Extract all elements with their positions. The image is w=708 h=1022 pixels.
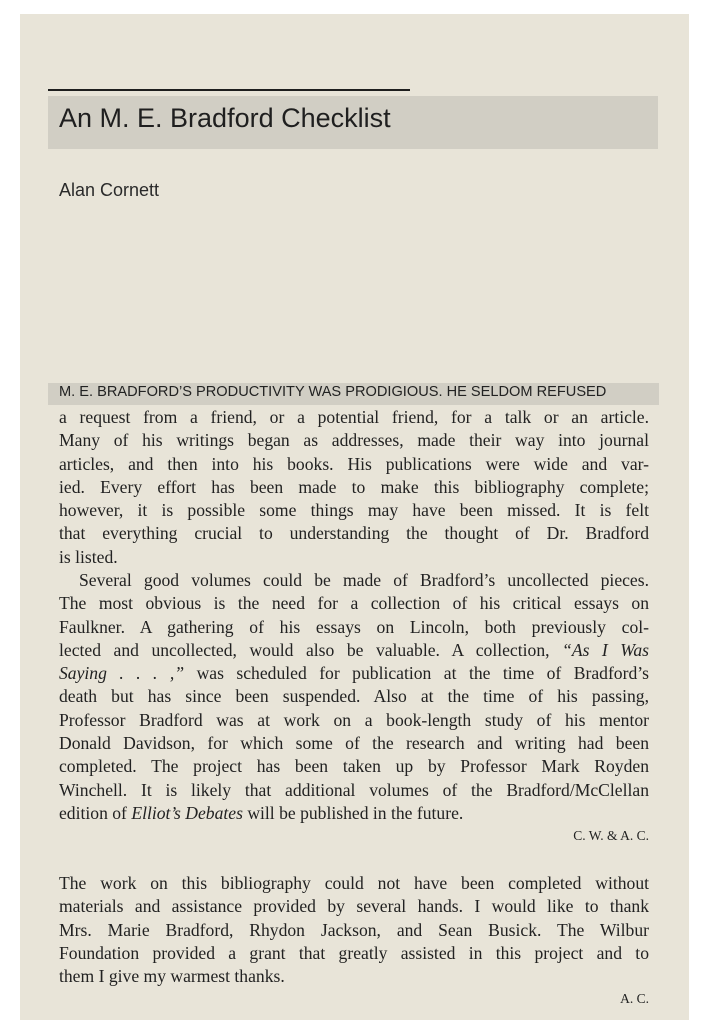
text-run: edition of — [59, 802, 132, 823]
text-run: was scheduled for publication at the time of Bradford’s — [184, 663, 649, 684]
text-line: Donald Davidson, for which some of the research and writing had been — [59, 733, 649, 754]
text-run: will be published in the future. — [242, 802, 464, 823]
text-line: The work on this bibliography could not have been completed without — [59, 873, 649, 893]
text-line: completed. The project has been taken up by Professor Mark Royden — [59, 756, 649, 777]
signature-initials: A. C. — [620, 991, 649, 1006]
paragraph-1 — [59, 406, 649, 569]
paragraph-3 — [59, 872, 649, 988]
book-title-italic: “As I Was — [562, 639, 649, 660]
text-line: death but has since been suspended. Also at the time of his passing, — [59, 686, 649, 707]
text-line: Many of his writings began as addresses, made their way into journal — [59, 430, 649, 451]
text-line: a request from a friend, or a potential friend, for a talk or an article. — [59, 407, 649, 427]
book-title-italic: Saying . . . ,” — [59, 663, 185, 684]
text-line: The most obvious is the need for a collection of his critical essays on — [59, 593, 649, 614]
text-line: materials and assistance provided by several hands. I would like to thank — [59, 896, 649, 917]
author-name: Alan Cornett — [59, 180, 160, 200]
text-line — [59, 802, 649, 825]
journal-page — [20, 14, 689, 1020]
signature-initials: C. W. & A. C. — [573, 828, 649, 843]
text-line: that everything crucial to understanding the thought of Dr. Bradford — [59, 523, 649, 544]
text-line — [59, 662, 649, 685]
text-line: Foundation provided a grant that greatly assisted in this project and to — [59, 942, 649, 963]
text-line: ied. Every effort has been made to make this bibliography complete; — [59, 476, 649, 497]
text-line: however, it is possible some things may have been missed. It is felt — [59, 500, 649, 521]
book-title-italic: Elliot’s Debates — [131, 802, 243, 823]
text-run: lected and uncollected, would also be valuable. A collection, — [59, 639, 563, 660]
text-line: Several good volumes could be made of Bradford’s uncollected pieces. — [79, 570, 649, 590]
paragraph-2 — [59, 569, 649, 825]
text-line: Faulkner. A gathering of his essays on Lincoln, both previously col- — [59, 616, 649, 637]
text-line: Winchell. It is likely that additional volumes of the Bradford/McClellan — [59, 779, 649, 800]
article-title: An M. E. Bradford Checklist — [59, 103, 391, 133]
title-rule — [48, 89, 410, 91]
text-line: Professor Bradford was at work on a book-length study of his mentor — [59, 709, 649, 730]
lead-in-caps: M. E. BRADFORD’S PRODUCTIVITY WAS PRODIGIOUS. HE SELDOM REFUSED — [59, 384, 607, 400]
text-line — [59, 639, 649, 662]
text-line: Mrs. Marie Bradford, Rhydon Jackson, and Sean Busick. The Wilbur — [59, 919, 649, 940]
text-line: articles, and then into his books. His publications were wide and var- — [59, 453, 649, 474]
text-line: them I give my warmest thanks. — [59, 966, 285, 987]
text-line: is listed. — [59, 546, 118, 567]
